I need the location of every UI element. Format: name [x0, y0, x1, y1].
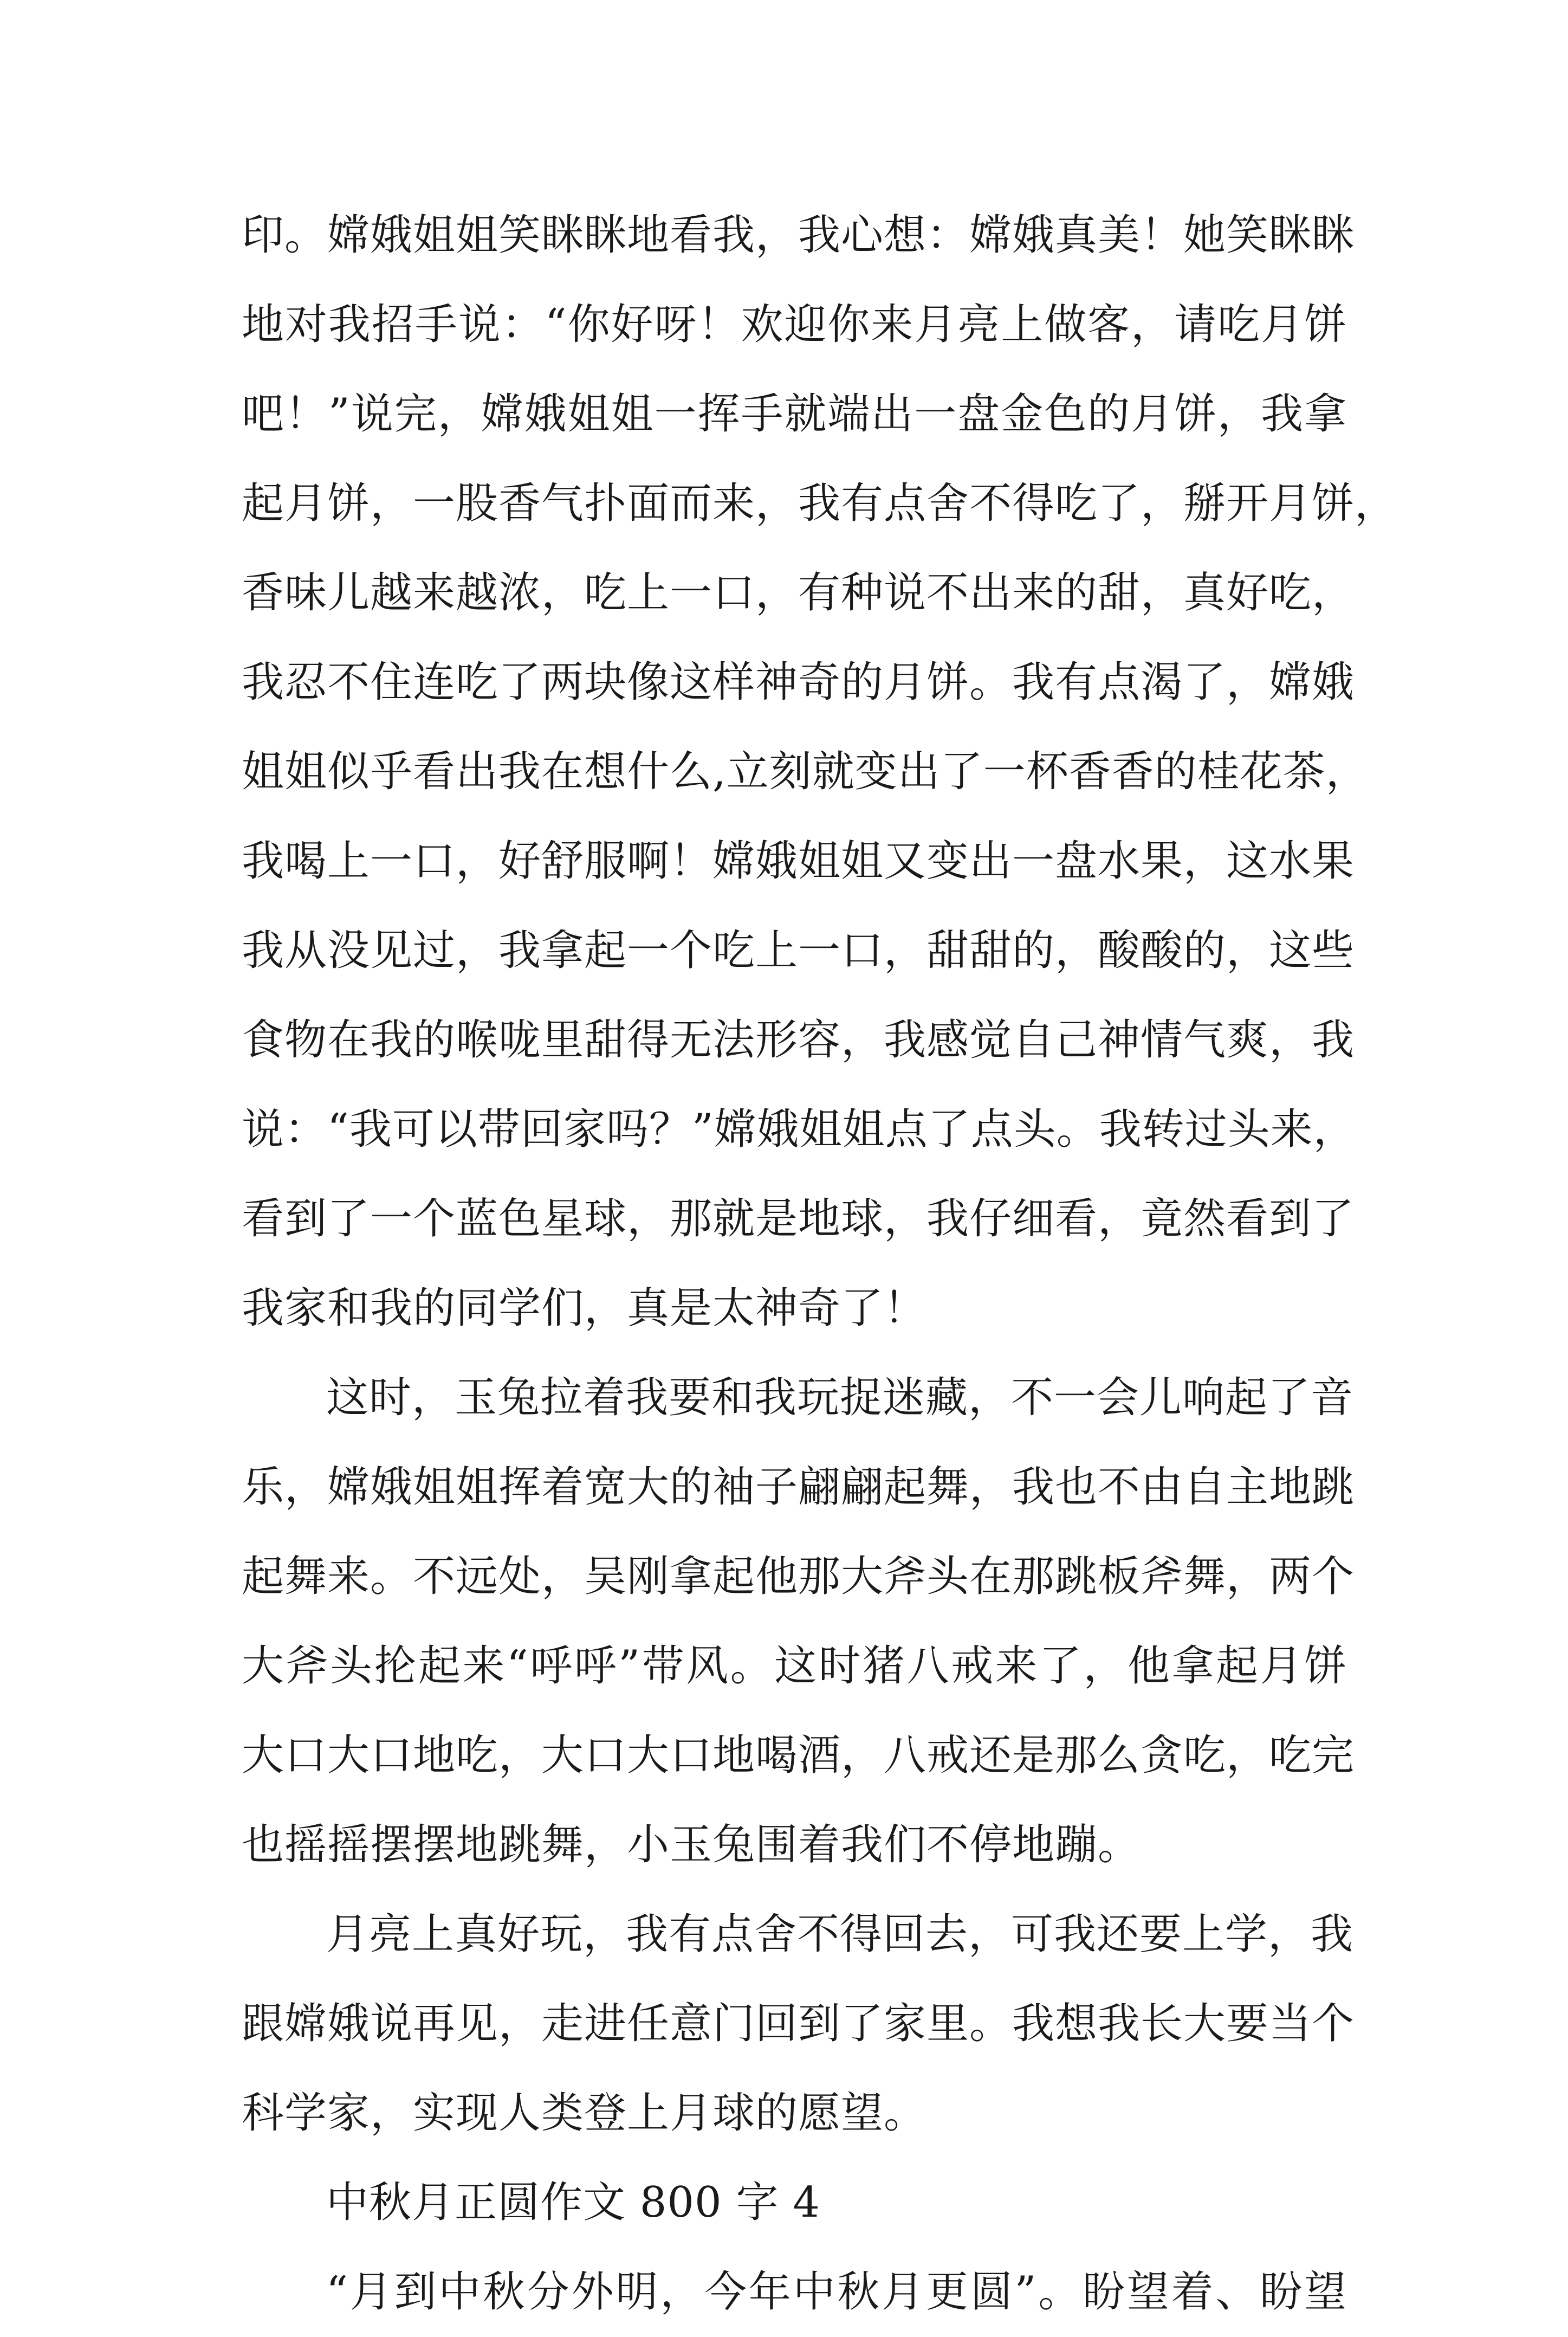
text-line: 食物在我的喉咙里甜得无法形容，我感觉自己神情气爽，我 [242, 1016, 1355, 1064]
text-line: 我家和我的同学们，真是太神奇了！ [242, 1284, 927, 1333]
text-line: 印。嫦娥姐姐笑眯眯地看我，我心想：嫦娥真美！她笑眯眯 [242, 211, 1355, 260]
text-line: 我从没见过，我拿起一个吃上一口，甜甜的，酸酸的，这些 [242, 926, 1355, 975]
body-text [242, 191, 1398, 2337]
text-line: 姐姐似乎看出我在想什么,立刻就变出了一杯香香的桂花茶， [242, 747, 1369, 796]
text-line: 科学家，实现人类登上月球的愿望。 [242, 2089, 927, 2138]
text-line: 起月饼，一股香气扑面而来，我有点舍不得吃了，掰开月饼， [242, 479, 1398, 528]
text-line: 乐，嫦娥姐姐挥着宽大的袖子翩翩起舞，我也不由自主地跳 [242, 1463, 1355, 1512]
text-line: 我忍不住连吃了两块像这样神奇的月饼。我有点渴了，嫦娥 [242, 658, 1355, 707]
text-line: 吧！”说完，嫦娥姐姐一挥手就端出一盘金色的月饼，我拿 [242, 390, 1347, 438]
text-line: 香味儿越来越浓，吃上一口，有种说不出来的甜，真好吃， [242, 569, 1355, 617]
text-line: 地对我招手说：“你好呀！欢迎你来月亮上做客，请吃月饼 [242, 300, 1347, 349]
paragraph-first-line: 月亮上真好玩，我有点舍不得回去，可我还要上学，我 [326, 1910, 1354, 1959]
text-line: 跟嫦娥说再见，走进任意门回到了家里。我想我长大要当个 [242, 1999, 1355, 2048]
text-line: 说：“我可以带回家吗？”嫦娥姐姐点了点头。我转过头来， [242, 1105, 1356, 1154]
paragraph-first-line: 这时，玉兔拉着我要和我玩捉迷藏，不一会儿响起了音 [326, 1373, 1354, 1422]
paragraph-first-line: “月到中秋分外明，今年中秋月更圆”。盼望着、盼望 [326, 2268, 1347, 2316]
text-line: 大斧头抡起来“呼呼”带风。这时猪八戒来了，他拿起月饼 [242, 1642, 1347, 1690]
section-heading: 中秋月正圆作文 800 字 4 [326, 2178, 820, 2227]
text-line: 看到了一个蓝色星球，那就是地球，我仔细看，竟然看到了 [242, 1195, 1355, 1243]
text-line: 起舞来。不远处，吴刚拿起他那大斧头在那跳板斧舞，两个 [242, 1552, 1355, 1601]
text-line: 也摇摇摆摆地跳舞，小玉兔围着我们不停地蹦。 [242, 1820, 1141, 1869]
text-line: 我喝上一口，好舒服啊！嫦娥姐姐又变出一盘水果，这水果 [242, 837, 1355, 886]
text-line: 大口大口地吃，大口大口地喝酒，八戒还是那么贪吃，吃完 [242, 1731, 1355, 1780]
